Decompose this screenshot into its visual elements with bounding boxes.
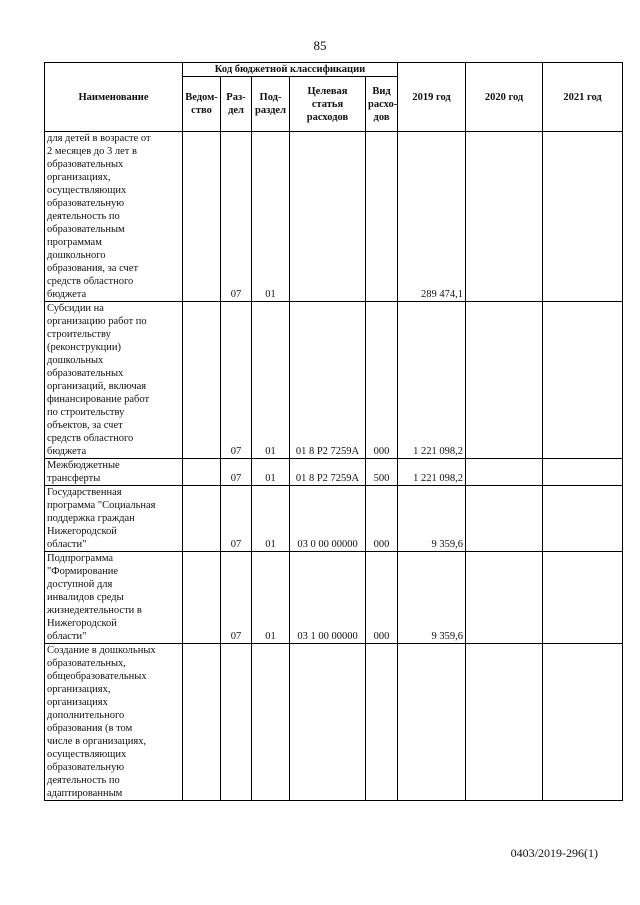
cell-vedomstvo (183, 486, 221, 552)
cell-y2020 (466, 486, 543, 552)
header-razdel: Раз- дел (221, 77, 252, 132)
cell-y2019: 289 474,1 (398, 132, 466, 302)
cell-razdel: 07 (221, 459, 252, 486)
cell-podrazdel: 01 (252, 132, 290, 302)
cell-podrazdel (252, 644, 290, 801)
cell-razdel: 07 (221, 552, 252, 644)
cell-y2019 (398, 644, 466, 801)
cell-vedomstvo (183, 302, 221, 459)
table-row (45, 644, 623, 801)
header-2019: 2019 год (398, 63, 466, 132)
cell-vid (366, 644, 398, 801)
cell-y2020 (466, 644, 543, 801)
header-code-group: Код бюджетной классификации (183, 63, 398, 77)
budget-table (44, 62, 623, 801)
cell-y2020 (466, 552, 543, 644)
cell-razdel: 07 (221, 486, 252, 552)
page-number: 85 (313, 38, 327, 53)
cell-vid (366, 132, 398, 302)
cell-y2021 (543, 132, 623, 302)
cell-y2021 (543, 302, 623, 459)
cell-vedomstvo (183, 552, 221, 644)
header-2020: 2020 год (466, 63, 543, 132)
cell-celevaya (290, 644, 366, 801)
cell-name: Создание в дошкольных образовательных, общеобразовательных организациях, организациях дополнительного образования (в том числе в организациях, осуществляющих образовательную деятельность по адаптированным (45, 644, 183, 801)
cell-podrazdel: 01 (252, 302, 290, 459)
cell-name: Государственная программа "Социальная поддержка граждан Нижегородской области" (45, 486, 183, 552)
cell-podrazdel: 01 (252, 486, 290, 552)
cell-vedomstvo (183, 459, 221, 486)
cell-y2019: 9 359,6 (398, 486, 466, 552)
document-code: 0403/2019-296(1) (510, 846, 598, 860)
cell-name: Субсидии на организацию работ по строительству (реконструкции) дошкольных образовательных организаций, включая финансирование работ по строительству объектов, за счет средств областного бюджета (45, 302, 183, 459)
cell-podrazdel: 01 (252, 459, 290, 486)
cell-vedomstvo (183, 644, 221, 801)
table-row (45, 459, 623, 486)
header-vid: Вид расхо- дов (366, 77, 398, 132)
table-row (45, 552, 623, 644)
cell-celevaya: 03 1 00 00000 (290, 552, 366, 644)
cell-y2019: 1 221 098,2 (398, 459, 466, 486)
cell-celevaya (290, 132, 366, 302)
table-row (45, 486, 623, 552)
cell-y2019: 1 221 098,2 (398, 302, 466, 459)
cell-name: Межбюджетные трансферты (45, 459, 183, 486)
cell-vid: 000 (366, 486, 398, 552)
cell-celevaya: 01 8 P2 7259A (290, 302, 366, 459)
cell-vid: 000 (366, 552, 398, 644)
cell-y2020 (466, 459, 543, 486)
cell-razdel: 07 (221, 302, 252, 459)
cell-y2019: 9 359,6 (398, 552, 466, 644)
cell-vid: 000 (366, 302, 398, 459)
table-row (45, 302, 623, 459)
cell-y2021 (543, 459, 623, 486)
header-vedomstvo: Ведом- ство (183, 77, 221, 132)
cell-y2021 (543, 552, 623, 644)
cell-celevaya: 03 0 00 00000 (290, 486, 366, 552)
cell-y2020 (466, 132, 543, 302)
header-2021: 2021 год (543, 63, 623, 132)
cell-celevaya: 01 8 P2 7259A (290, 459, 366, 486)
cell-vid: 500 (366, 459, 398, 486)
header-podrazdel: Под- раздел (252, 77, 290, 132)
cell-y2021 (543, 486, 623, 552)
cell-vedomstvo (183, 132, 221, 302)
cell-y2021 (543, 644, 623, 801)
cell-name: Подпрограмма "Формирование доступной для инвалидов среды жизнедеятельности в Нижегородской области" (45, 552, 183, 644)
cell-y2020 (466, 302, 543, 459)
cell-razdel: 07 (221, 132, 252, 302)
cell-podrazdel: 01 (252, 552, 290, 644)
header-name: Наименование (45, 63, 183, 132)
table-row (45, 132, 623, 302)
cell-name: для детей в возрасте от 2 месяцев до 3 лет в образовательных организациях, осуществляющих образовательную деятельность по образовательным программам дошкольного образования, за счет средств областного бюджета (45, 132, 183, 302)
cell-razdel (221, 644, 252, 801)
header-celevaya: Целевая статья расходов (290, 77, 366, 132)
table-body (45, 132, 623, 801)
table-header (45, 63, 623, 132)
